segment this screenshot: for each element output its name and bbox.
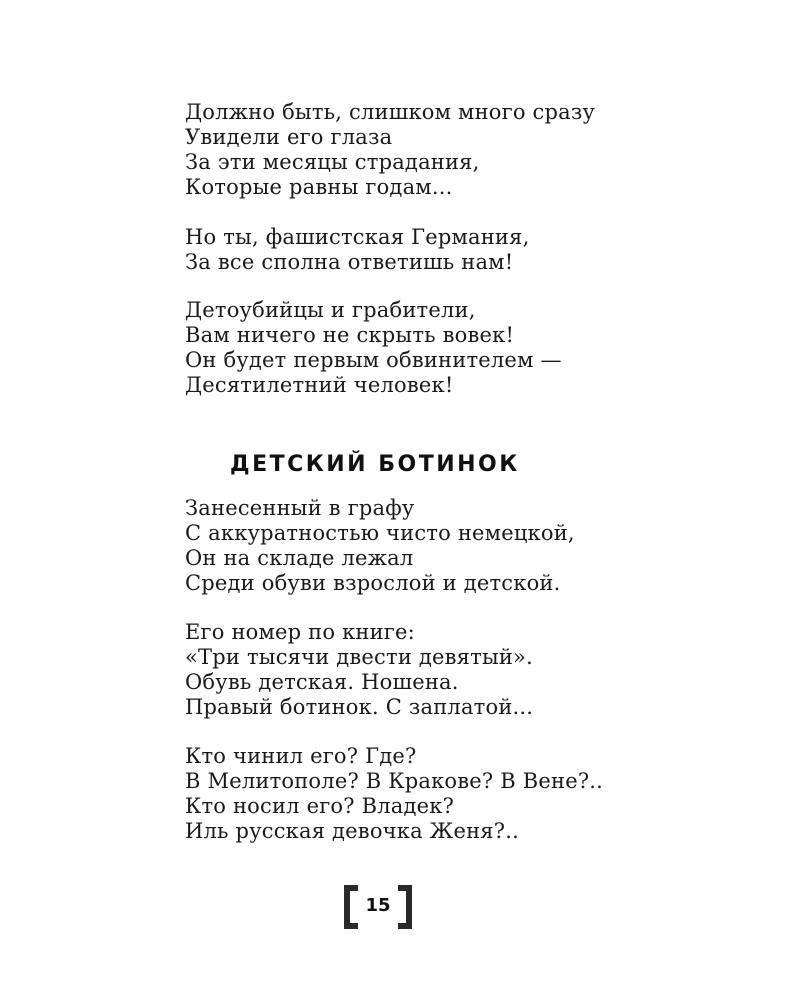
poem-line: Должно быть, слишком много сразу	[185, 100, 596, 124]
poem-line: Увидели его глаза	[185, 125, 393, 149]
poem-line: С аккуратностью чисто немецкой,	[185, 521, 575, 545]
right-bracket-icon	[398, 885, 412, 929]
stanza-1	[185, 100, 595, 200]
stanza-6	[185, 744, 603, 844]
poem-line: За все сполна ответишь нам!	[185, 250, 514, 274]
poem-line: Занесенный в графу	[185, 496, 415, 520]
page-number: 15	[365, 895, 391, 916]
poem-line: Кто чинил его? Где?	[185, 744, 417, 768]
poem-line: Десятилетний человек!	[185, 373, 454, 397]
poem-line: Его номер по книге:	[185, 620, 415, 644]
poem-line: Которые равны годам...	[185, 175, 453, 199]
poem-title: ДЕТСКИЙ БОТИНОК	[230, 452, 520, 477]
poem-line: Вам ничего не скрыть вовек!	[185, 323, 515, 347]
poem-line: Но ты, фашистская Германия,	[185, 225, 530, 249]
stanza-5	[185, 620, 533, 720]
poem-line: Обувь детская. Ношена.	[185, 670, 459, 694]
poem-line: Иль русская девочка Женя?..	[185, 819, 519, 843]
poem-line: «Три тысячи двести девятый».	[185, 645, 533, 669]
poem-line: Детоубийцы и грабители,	[185, 298, 476, 322]
page-number-badge	[344, 885, 412, 929]
stanza-3	[185, 298, 562, 398]
stanza-4	[185, 496, 575, 596]
poem-line: За эти месяцы страдания,	[185, 150, 480, 174]
poem-line: Он на складе лежал	[185, 546, 414, 570]
poem-line: В Мелитополе? В Кракове? В Вене?..	[185, 769, 604, 793]
poem-line: Кто носил его? Владек?	[185, 794, 455, 818]
poem-line: Среди обуви взрослой и детской.	[185, 571, 561, 595]
poem-line: Правый ботинок. С заплатой...	[185, 695, 534, 719]
poem-line: Он будет первым обвинителем —	[185, 348, 562, 372]
stanza-2	[185, 225, 529, 275]
